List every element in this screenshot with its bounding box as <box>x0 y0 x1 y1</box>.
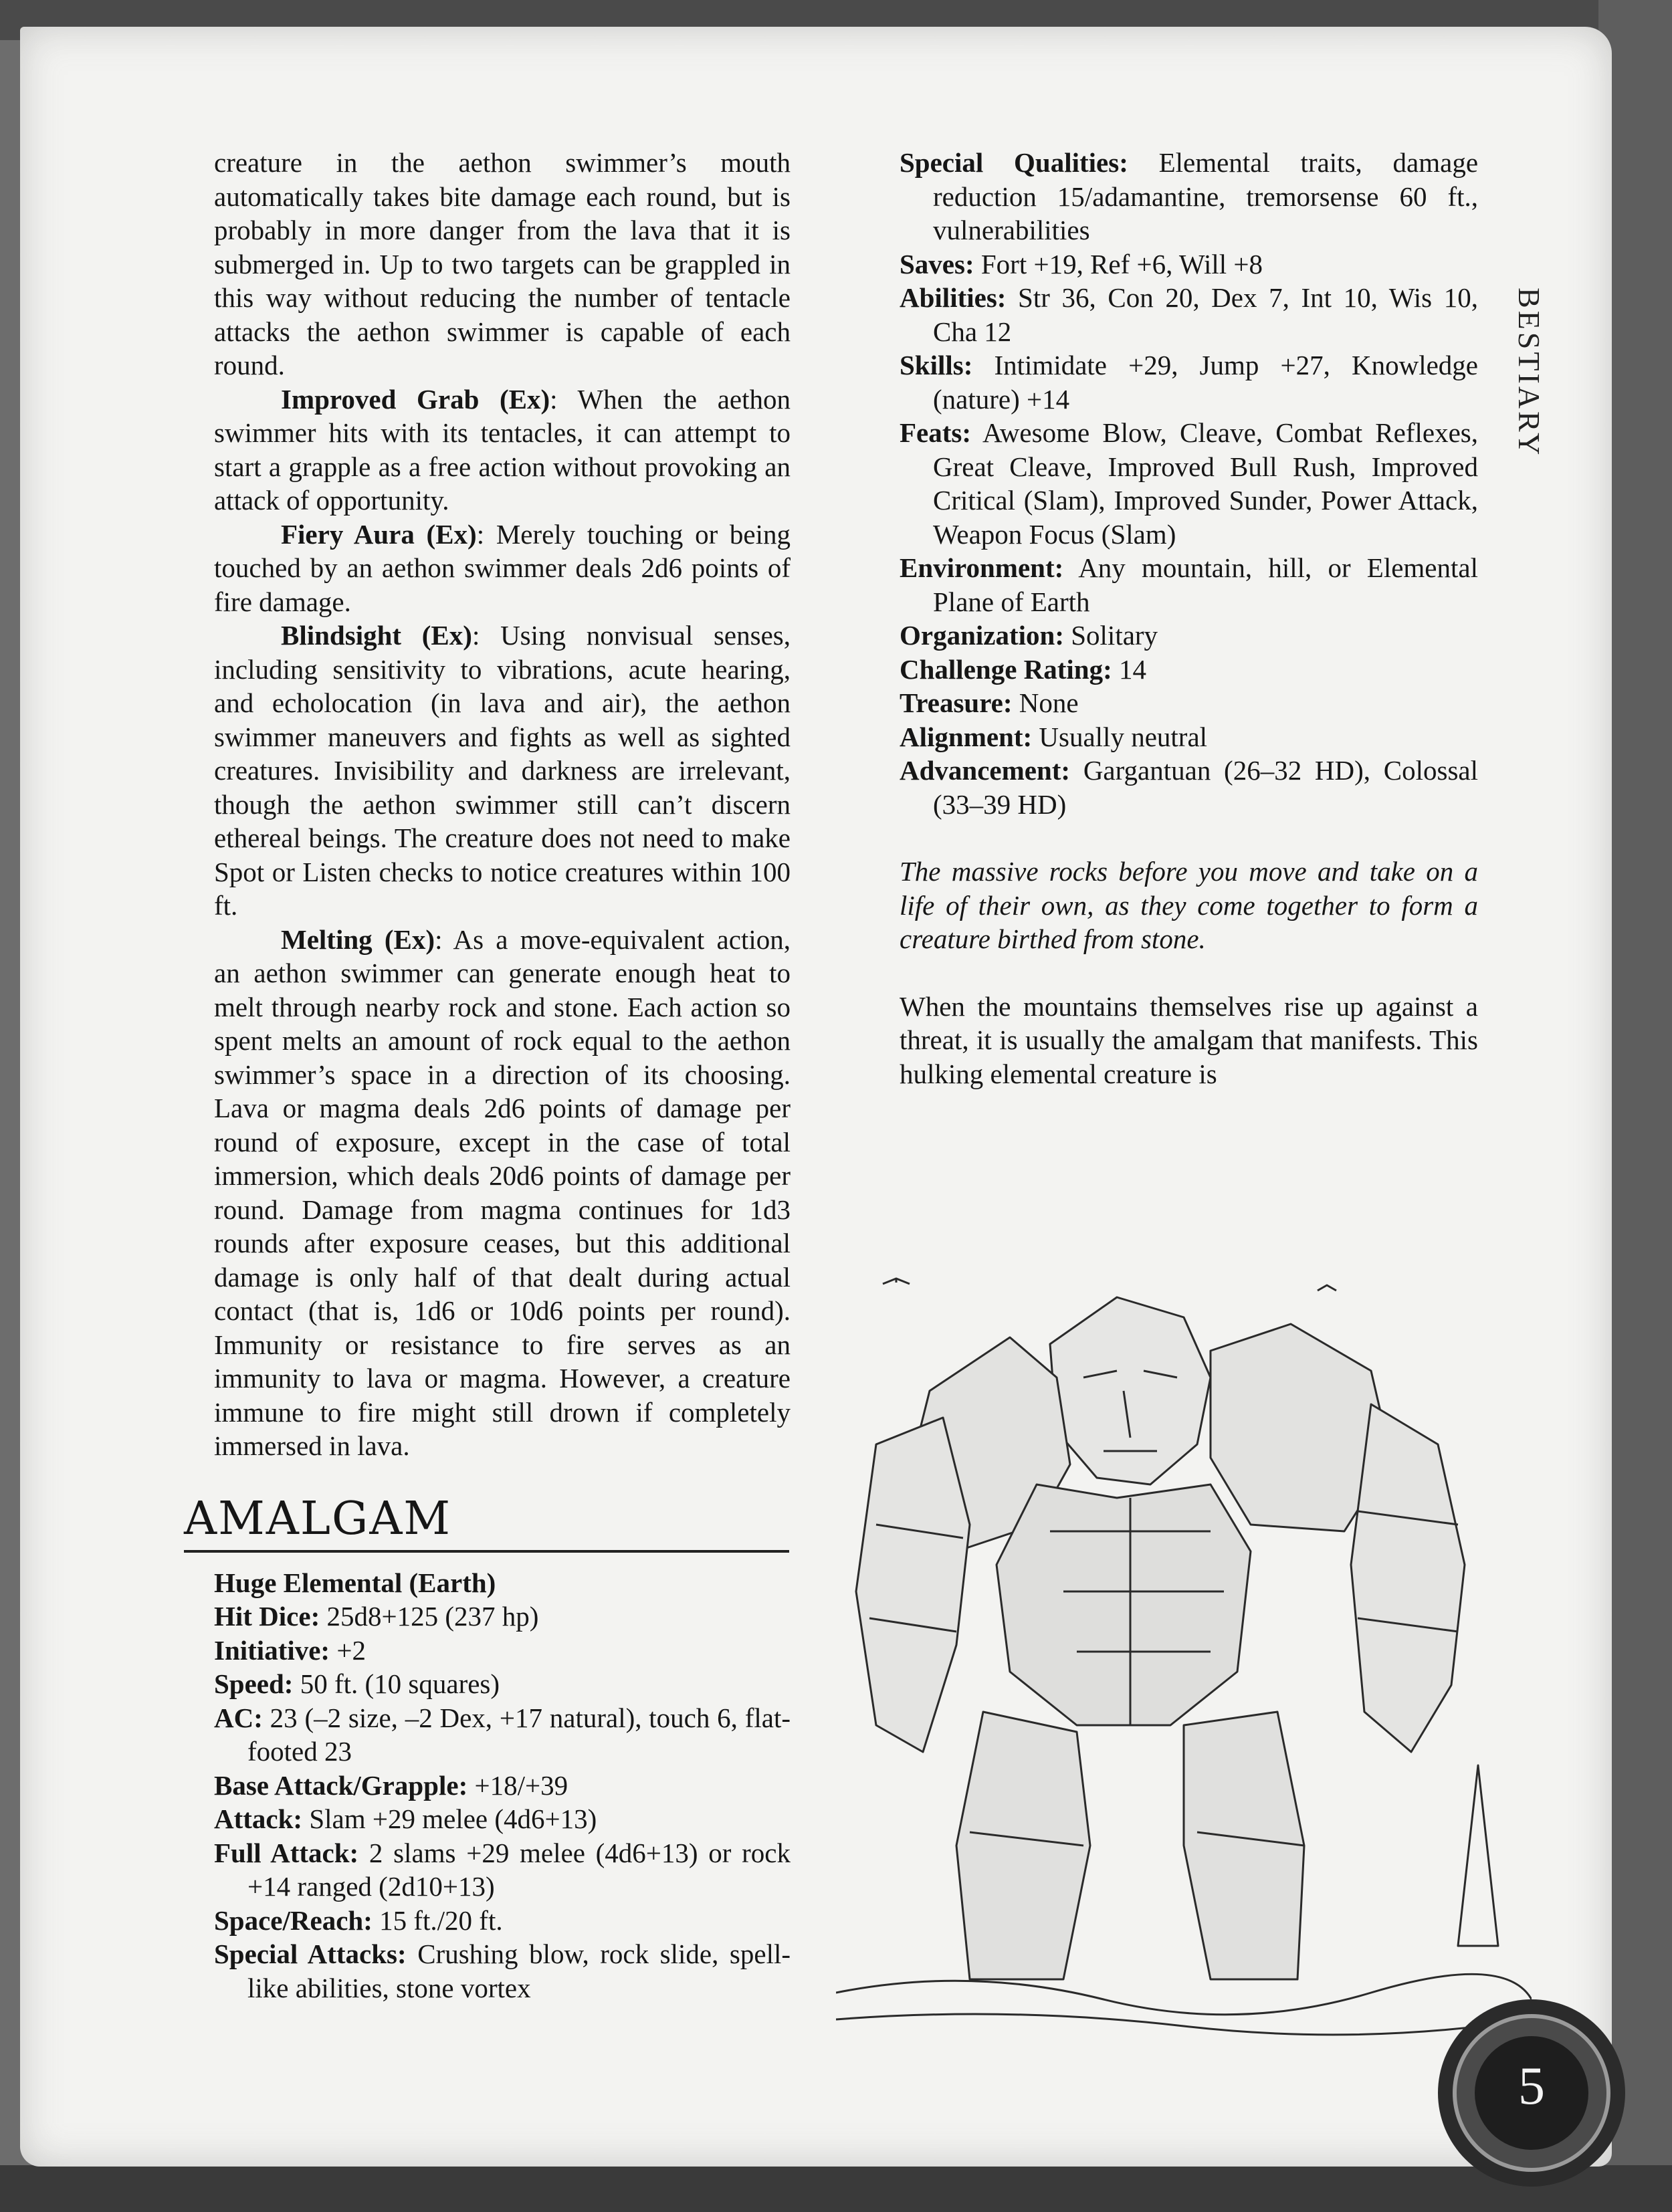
stat-ac <box>214 1701 791 1769</box>
ability-fiery-aura: Fiery Aura (Ex): Merely touching or being touched by an aethon swimmer deals 2d6 points of fire damage. <box>214 518 791 617</box>
stat-value: Fort +19, Ref +6, Will +8 <box>980 248 1263 280</box>
page-number-medallion <box>1431 1993 1632 2193</box>
stat-value: Solitary <box>1071 620 1158 651</box>
stat-value: Usually neutral <box>1039 721 1208 752</box>
ability-melting: Melting (Ex): As a move-equivalent action, an aethon swimmer can generate enough heat to melt through nearby rock and stone. Each action so spent melts an amount of rock equal to the aethon swimmer’s space in a direction of its choosing. Lava or magma deals 2d6 points of damage per round of exposure, except in the case of total immersion, which deals 20d6 points of damage per round. Damage from magma continues for 1d3 rounds after exposure ceases, but this additional damage is only half of that dealt during actual contact (that is, 1d6 or 10d6 points per round). Immunity or resistance to fire serves as an immunity to lava or magma. However, a creature immune to fire might still drown if completely immersed in lava. <box>214 923 791 1461</box>
stat-label: AC: <box>214 1702 263 1733</box>
flavor-text: The massive rocks before you move and take on a life of their own, as they come together to form a creature birthed from stone. <box>900 856 1478 954</box>
stat-label: Feats: <box>900 417 972 448</box>
stat-label: Abilities: <box>900 282 1007 313</box>
stat-value: Gargantuan (26–32 HD), Colossal (33–39 HD) <box>933 755 1478 820</box>
stat-value: Str 36, Con 20, Dex 7, Int 10, Wis 10, Cha 12 <box>933 282 1478 347</box>
ability-name: Improved Grab (Ex) <box>281 383 550 415</box>
type-line <box>214 1566 791 1600</box>
stat-feats <box>900 416 1478 551</box>
stat-abilities <box>900 281 1478 348</box>
stat-base-attack <box>214 1769 791 1803</box>
stat-value: None <box>1019 687 1079 718</box>
stat-label: Alignment: <box>900 721 1033 752</box>
stat-label: Special Qualities: <box>900 147 1128 178</box>
chapter-tab: BESTIARY <box>1512 288 1546 458</box>
stat-space-reach <box>214 1904 791 1938</box>
stat-value: +18/+39 <box>474 1769 568 1801</box>
description-paragraph: When the mountains themselves rise up against a threat, it is usually the amalgam that manifests. This hulking elemental creature is <box>900 990 1478 1089</box>
ability-text: As a move-equivalent action, an aethon swimmer can generate enough heat to melt through nearby rock and stone. Each action so spent melts an amount of rock equal to the aethon swimmer’s space in a direction of its choosing. Lava or magma deals 2d6 points of damage per round of exposure, except in the case of total immersion, which deals 20d6 points of damage per round. Damage from magma continues for 1d3 rounds after exposure ceases, but this additional damage is only half of that dealt during actual contact (that is, 1d6 or 10d6 points per round). Immunity or resistance to fire serves as an immunity to lava or magma. However, a creature immune to fire might still drown if completely immersed in lava. <box>214 923 791 1461</box>
stat-value: 50 ft. (10 squares) <box>300 1668 500 1699</box>
spacer <box>900 956 1478 990</box>
stat-attack <box>214 1802 791 1836</box>
stat-treasure <box>900 686 1478 720</box>
stat-value: Any mountain, hill, or Elemental Plane of Earth <box>933 552 1478 617</box>
stat-initiative <box>214 1634 791 1668</box>
stat-label: Attack: <box>214 1803 303 1834</box>
stat-label: Challenge Rating: <box>900 653 1112 685</box>
stat-label: Base Attack/Grapple: <box>214 1769 468 1801</box>
spacer <box>900 821 1478 855</box>
stat-value: 14 <box>1119 653 1146 685</box>
stat-value: Elemental traits, damage reduction 15/adamantine, tremorsense 60 ft., vulnerabilities <box>933 147 1479 245</box>
type-line-text: Huge Elemental (Earth) <box>214 1567 496 1598</box>
page-number: 5 <box>1518 2057 1545 2116</box>
stat-environment <box>900 551 1478 619</box>
stat-label: Saves: <box>900 248 974 280</box>
ability-name: Melting (Ex) <box>281 923 435 955</box>
intro-paragraph: creature in the aethon swimmer’s mouth automatically takes bite damage each round, but is probably in more danger from the lava that it is submerged in. Up to two targets can be grappled in this way without reducing the number of tentacle attacks the aethon swimmer is capable of each round. <box>214 147 791 380</box>
stat-label: Speed: <box>214 1668 294 1699</box>
stat-label: Organization: <box>900 620 1064 651</box>
ability-name: Blindsight (Ex) <box>281 620 472 651</box>
ability-text: Using nonvisual senses, including sensitivity to vibrations, acute hearing, and echolocation (in lava and air), the aethon swimmer maneuvers and fights as well as sighted creatures. Invisibility and darkness are irrelevant, though the aethon swimmer still can’t discern ethereal beings. The creature does not need to make Spot or Listen checks to notice creatures within 100 ft. <box>214 620 791 921</box>
stat-value: 25d8+125 (237 hp) <box>326 1601 539 1632</box>
amalgam-illustration <box>836 1244 1532 2046</box>
page-border-bottom <box>0 2165 1672 2212</box>
ability-text: Merely touching or being touched by an aethon swimmer deals 2d6 points of fire damage. <box>214 518 791 617</box>
stat-value: 2 slams +29 melee (4d6+13) or rock +14 ranged (2d10+13) <box>247 1837 791 1902</box>
ability-improved-grab: Improved Grab (Ex): When the aethon swimmer hits with its tentacles, it can attempt to start a grapple as a free action without provoking an attack of opportunity. <box>214 383 791 516</box>
section-heading: AMALGAM <box>184 1490 789 1553</box>
stat-alignment <box>900 720 1478 754</box>
stat-value: 15 ft./20 ft. <box>379 1904 503 1936</box>
stat-full-attack <box>214 1836 791 1904</box>
stat-value: 23 (–2 size, –2 Dex, +17 natural), touch 6, flat-footed 23 <box>247 1702 791 1767</box>
stat-value: Crushing blow, rock slide, spell-like abilities, stone vortex <box>247 1939 791 2003</box>
stat-label: Space/Reach: <box>214 1904 373 1936</box>
stat-label: Treasure: <box>900 687 1013 718</box>
stat-speed <box>214 1667 791 1701</box>
right-column <box>900 146 1478 1091</box>
stat-value: Slam +29 melee (4d6+13) <box>309 1803 597 1834</box>
stat-label: Advancement: <box>900 755 1071 786</box>
stat-value: Awesome Blow, Cleave, Combat Reflexes, Great Cleave, Improved Bull Rush, Improved Critical (Slam), Improved Sunder, Power Attack, Weapon Focus (Slam) <box>933 417 1478 550</box>
stat-label: Full Attack: <box>214 1837 359 1868</box>
left-column <box>184 146 791 2005</box>
stat-label: Skills: <box>900 350 973 380</box>
stat-label: Initiative: <box>214 1634 330 1666</box>
ability-blindsight: Blindsight (Ex): Using nonvisual senses, including sensitivity to vibrations, acute hearing, and echolocation (in lava and air), the aethon swimmer maneuvers and fights as well as sighted creatures. Invisibility and darkness are irrelevant, though the aethon swimmer still can’t discern ethereal beings. The creature does not need to make Spot or Listen checks to notice creatures within 100 ft. <box>214 620 791 921</box>
stat-advancement <box>900 754 1478 821</box>
stat-special-qualities <box>900 146 1478 247</box>
stat-value: Intimidate +29, Jump +27, Knowledge (nature) +14 <box>933 350 1479 415</box>
stat-label: Hit Dice: <box>214 1601 320 1632</box>
stat-special-attacks <box>214 1937 791 2005</box>
stat-label: Special Attacks: <box>214 1939 407 1969</box>
stat-organization <box>900 619 1478 653</box>
stat-skills <box>900 348 1478 416</box>
stat-hit-dice <box>214 1599 791 1634</box>
stat-value: +2 <box>336 1634 366 1666</box>
stat-label: Environment: <box>900 552 1064 583</box>
stat-saves <box>900 247 1478 282</box>
ability-name: Fiery Aura (Ex) <box>281 518 477 550</box>
ability-text: When the aethon swimmer hits with its tentacles, it can attempt to start a grapple as a free action without provoking an attack of opportunity. <box>214 383 791 516</box>
stat-challenge-rating <box>900 653 1478 687</box>
